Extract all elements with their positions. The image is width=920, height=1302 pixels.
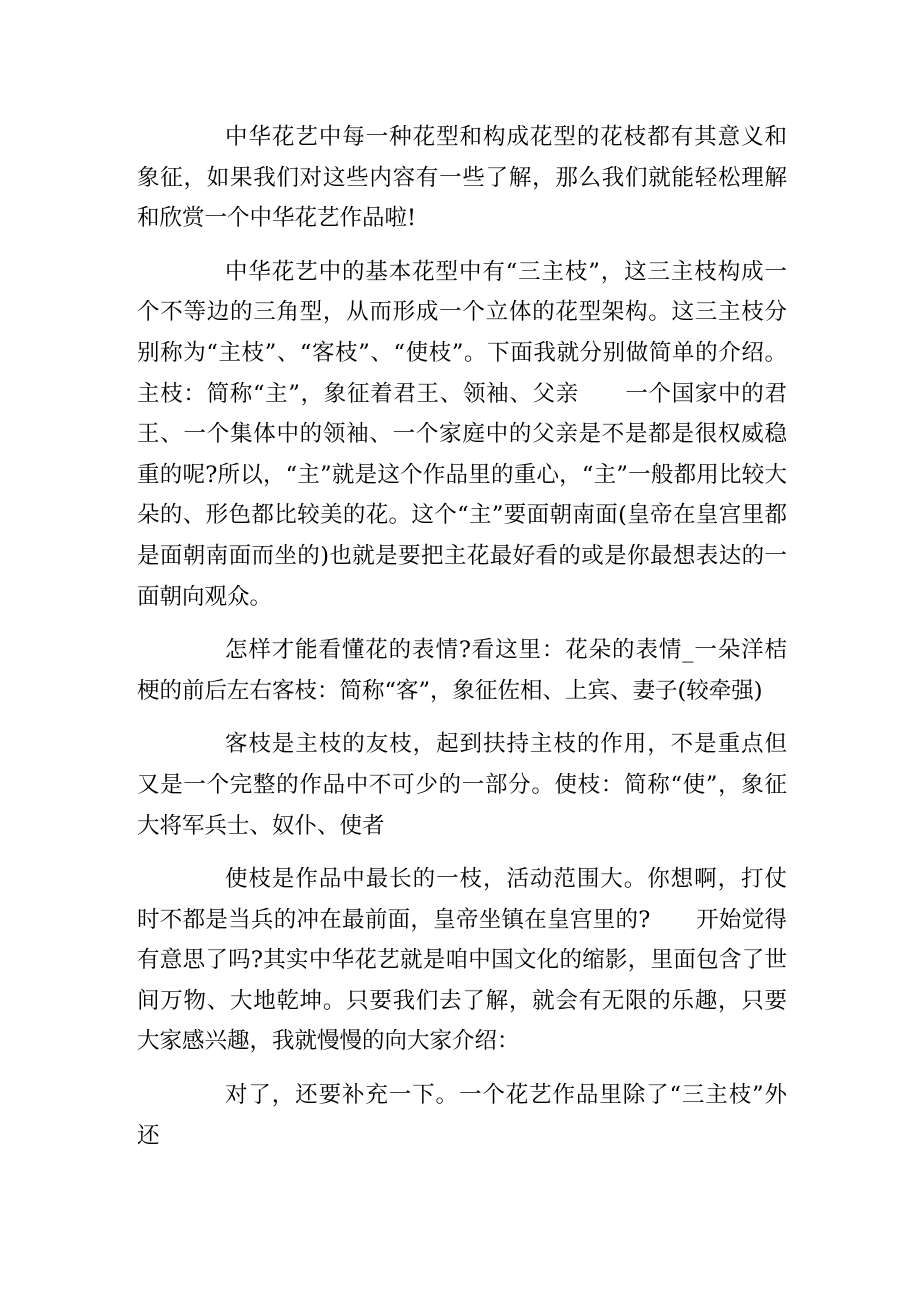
paragraph-2: 中华花艺中的基本花型中有“三主枝”，这三主枝构成一个不等边的三角型，从而形成一个立体的花型架构。这三主枝分别称为“主枝”、“客枝”、“使枝”。下面我就分别做简单的介绍。主枝：简称“主”，象征着君王、领袖、父亲 一个国家中的君王、一个集体中的领袖、一个家庭中的父亲是不是都是很权威稳重的呢?所以，“主”就是这个作品里的重心，“主”一般都用比较大朵的、形色都比较美的花。这个“主”要面朝南面(皇帝在皇宫里都是面朝南面而坐的)也就是要把主花最好看的或是你最想表达的一面朝向观众。 xyxy=(137,258,787,610)
paragraph-1: 中华花艺中每一种花型和构成花型的花枝都有其意义和象征，如果我们对这些内容有一些了解，那么我们就能轻松理解和欣赏一个中华花艺作品啦! xyxy=(137,124,787,232)
paragraph-5: 使枝是作品中最长的一枝，活动范围大。你想啊，打仗时不都是当兵的冲在最前面，皇帝坐镇在皇宫里的? 开始觉得有意思了吗?其实中华花艺就是咱中国文化的缩影，里面包含了世间万物、大地乾坤。只要我们去了解，就会有无限的乐趣，只要大家感兴趣，我就慢慢的向大家介绍： xyxy=(137,866,787,1055)
paragraph-4: 客枝是主枝的友枝，起到扶持主枝的作用，不是重点但又是一个完整的作品中不可少的一部分。使枝：简称“使”，象征大将军兵士、奴仆、使者 xyxy=(137,731,787,839)
paragraph-3: 怎样才能看懂花的表情?看这里：花朵的表情_一朵洋桔梗的前后左右客枝：简称“客”，象征佐相、上宾、妻子(较牵强) xyxy=(137,637,787,704)
paragraph-6: 对了，还要补充一下。一个花艺作品里除了“三主枝”外还 xyxy=(137,1082,787,1149)
document-body xyxy=(137,117,787,1156)
